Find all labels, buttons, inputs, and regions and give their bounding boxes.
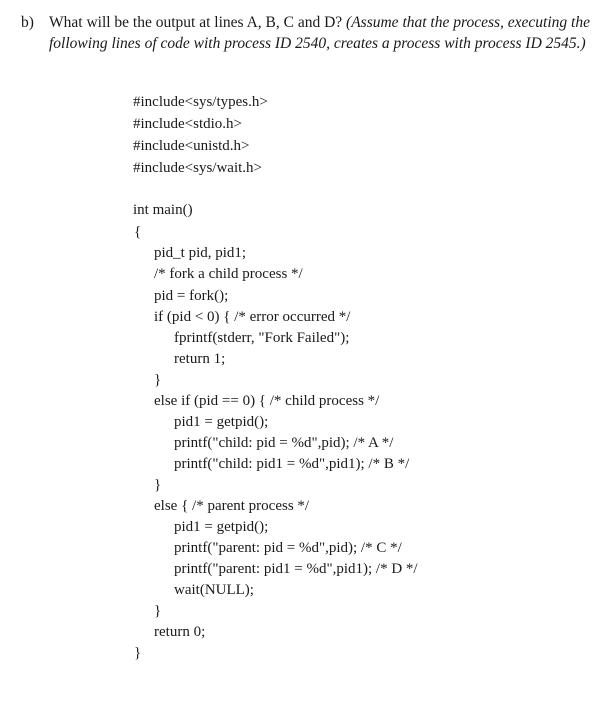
code-printf-B: printf("child: pid1 = %d",pid1); /* B */ — [174, 456, 410, 472]
code-main-close-brace: } — [134, 645, 142, 661]
code-include-unistd: #include<unistd.h> — [133, 138, 250, 154]
code-include-stdio: #include<stdio.h> — [133, 116, 242, 132]
code-main-open-brace: { — [134, 224, 142, 240]
code-include-wait: #include<sys/wait.h> — [133, 160, 262, 176]
code-return-1: return 1; — [174, 351, 226, 367]
code-include-types: #include<sys/types.h> — [133, 94, 268, 110]
code-if-error: if (pid < 0) { /* error occurred */ — [154, 309, 351, 325]
code-return-0: return 0; — [154, 624, 206, 640]
question-assumption: (Assume that the process, executing the following lines of code with process ID 2540, creates a process with process ID 2545.) — [49, 14, 590, 52]
code-comment-fork: /* fork a child process */ — [154, 266, 303, 282]
code-declaration: pid_t pid, pid1; — [154, 245, 247, 261]
code-close-brace-parent: } — [154, 603, 162, 619]
code-printf-D: printf("parent: pid1 = %d",pid1); /* D */ — [174, 561, 418, 577]
code-printf-C: printf("parent: pid = %d",pid); /* C */ — [174, 540, 402, 556]
code-close-brace-if: } — [154, 372, 162, 388]
code-fprintf: fprintf(stderr, "Fork Failed"); — [174, 330, 350, 346]
code-else-parent: else { /* parent process */ — [154, 498, 310, 514]
code-else-if-child: else if (pid == 0) { /* child process */ — [154, 393, 380, 409]
code-printf-A: printf("child: pid = %d",pid); /* A */ — [174, 435, 394, 451]
question-prompt: What will be the output at lines A, B, C and D? — [49, 14, 347, 31]
code-main-signature: int main() — [133, 202, 193, 218]
question-label: b) — [21, 14, 34, 31]
code-child-getpid: pid1 = getpid(); — [174, 414, 269, 430]
code-parent-getpid: pid1 = getpid(); — [174, 519, 269, 535]
code-close-brace-child: } — [154, 477, 162, 493]
code-fork-call: pid = fork(); — [154, 288, 229, 304]
code-wait: wait(NULL); — [174, 582, 254, 598]
